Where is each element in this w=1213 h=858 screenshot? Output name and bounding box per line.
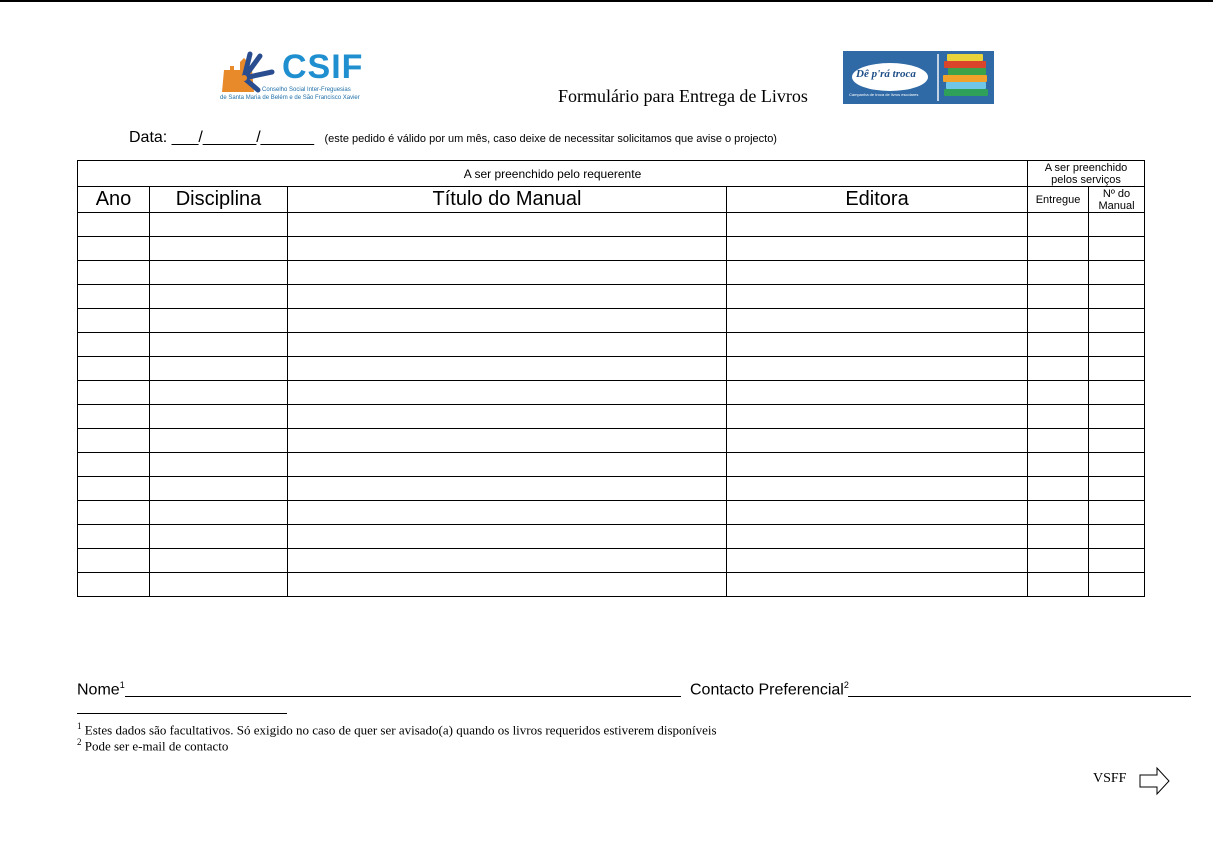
cell-disciplina[interactable] [150,309,288,333]
cell-disciplina[interactable] [150,333,288,357]
date-row [129,129,777,147]
cell-numero[interactable] [1089,501,1145,525]
cell-editora[interactable] [727,261,1028,285]
col-header-editora: Editora [727,187,1028,213]
table-row [78,525,1145,549]
cell-ano[interactable] [78,237,150,261]
cell-entregue[interactable] [1028,501,1089,525]
cell-entregue[interactable] [1028,453,1089,477]
cell-numero[interactable] [1089,573,1145,597]
table-row [78,573,1145,597]
cell-titulo[interactable] [288,285,727,309]
cell-disciplina[interactable] [150,261,288,285]
top-border [0,0,1213,2]
cell-titulo[interactable] [288,405,727,429]
cell-ano[interactable] [78,213,150,237]
footnote-2 [77,737,228,754]
books-table [77,160,1145,597]
cell-numero[interactable] [1089,453,1145,477]
table-row [78,261,1145,285]
arrow-right-icon [1139,766,1171,796]
cell-ano[interactable] [78,573,150,597]
contacto-label: Contacto Preferencial [690,681,844,699]
cell-disciplina[interactable] [150,549,288,573]
footnote-1-mark: 1 [77,721,82,731]
cell-disciplina[interactable] [150,213,288,237]
cell-editora[interactable] [727,549,1028,573]
cell-numero[interactable] [1089,357,1145,381]
nome-input-line[interactable] [125,696,681,697]
troca-logo [843,51,994,104]
cell-ano[interactable] [78,357,150,381]
col-header-titulo: Título do Manual [288,187,727,213]
cell-ano[interactable] [78,261,150,285]
nome-footnote-ref: 1 [119,680,125,690]
cell-editora[interactable] [727,453,1028,477]
cell-ano[interactable] [78,549,150,573]
cell-disciplina[interactable] [150,381,288,405]
cell-editora[interactable] [727,237,1028,261]
cell-titulo[interactable] [288,453,727,477]
cell-entregue[interactable] [1028,261,1089,285]
cell-numero[interactable] [1089,261,1145,285]
cell-entregue[interactable] [1028,285,1089,309]
date-note: (este pedido é válido por um mês, caso deixe de necessitar solicitamos que avise o projecto) [324,133,777,145]
table-row [78,381,1145,405]
cell-disciplina[interactable] [150,429,288,453]
cell-editora[interactable] [727,405,1028,429]
cell-editora[interactable] [727,333,1028,357]
cell-entregue[interactable] [1028,525,1089,549]
cell-numero[interactable] [1089,549,1145,573]
cell-editora[interactable] [727,285,1028,309]
table-row [78,309,1145,333]
table-row [78,429,1145,453]
cell-titulo[interactable] [288,549,727,573]
table-row [78,501,1145,525]
group-services-line2: pelos serviços [1051,173,1121,186]
cell-entregue[interactable] [1028,333,1089,357]
form-title: Formulário para Entrega de Livros [558,86,808,106]
cell-disciplina[interactable] [150,477,288,501]
col-header-numero-line2: Manual [1098,199,1135,212]
cell-editora[interactable] [727,309,1028,333]
group-services-header [1028,161,1145,187]
cell-disciplina[interactable] [150,237,288,261]
cell-numero[interactable] [1089,309,1145,333]
cell-ano[interactable] [78,429,150,453]
cell-ano[interactable] [78,333,150,357]
cell-titulo[interactable] [288,477,727,501]
table-row [78,333,1145,357]
group-requester-header: A ser preenchido pelo requerente [78,161,1028,187]
cell-entregue[interactable] [1028,549,1089,573]
contacto-footnote-ref: 2 [843,680,849,690]
table-row [78,477,1145,501]
cell-titulo[interactable] [288,381,727,405]
cell-titulo[interactable] [288,357,727,381]
troca-divider [937,54,939,101]
col-header-numero [1089,187,1145,213]
cell-numero[interactable] [1089,405,1145,429]
cell-entregue[interactable] [1028,237,1089,261]
cell-disciplina[interactable] [150,573,288,597]
cell-editora[interactable] [727,429,1028,453]
cell-titulo[interactable] [288,237,727,261]
cell-numero[interactable] [1089,525,1145,549]
footnote-2-mark: 2 [77,737,82,747]
table-row [78,357,1145,381]
troca-tagline: Campanha de troca de livros escolares [849,92,919,97]
col-header-numero-line1: Nº do [1102,187,1131,200]
table-row [78,549,1145,573]
nome-label: Nome [77,681,120,699]
footnote-1-text: Estes dados são facultativos. Só exigido no caso de quer ser avisado(a) quando os livros requeridos estiverem disponíveis [84,722,717,738]
table-row [78,237,1145,261]
cell-editora[interactable] [727,573,1028,597]
cell-editora[interactable] [727,357,1028,381]
cell-entregue[interactable] [1028,357,1089,381]
cell-numero[interactable] [1089,237,1145,261]
footnote-1 [77,721,717,738]
cell-editora[interactable] [727,501,1028,525]
cell-numero[interactable] [1089,285,1145,309]
nome-label-wrap [77,680,125,699]
cell-numero[interactable] [1089,429,1145,453]
cell-disciplina[interactable] [150,357,288,381]
cell-numero[interactable] [1089,477,1145,501]
cell-titulo[interactable] [288,309,727,333]
table-row [78,405,1145,429]
table-row [78,453,1145,477]
contacto-label-wrap [690,680,849,699]
cell-entregue[interactable] [1028,309,1089,333]
col-header-entregue: Entregue [1028,187,1089,213]
table-group-header-row [78,161,1145,187]
col-header-disciplina: Disciplina [150,187,288,213]
csif-subtitle-2: de Santa Maria de Belém e de São Francisco Xavier [220,95,360,101]
troca-wordmark: Dê p'rá troca [856,68,916,80]
cell-disciplina[interactable] [150,405,288,429]
cell-titulo[interactable] [288,261,727,285]
cell-entregue[interactable] [1028,573,1089,597]
cell-ano[interactable] [78,525,150,549]
table-column-header-row [78,187,1145,213]
cell-titulo[interactable] [288,501,727,525]
col-header-ano: Ano [78,187,150,213]
cell-entregue[interactable] [1028,477,1089,501]
date-field[interactable]: Data: ___/______/______ [129,129,315,146]
cell-ano[interactable] [78,285,150,309]
csif-wordmark: CSIF [282,48,364,86]
cell-entregue[interactable] [1028,213,1089,237]
csif-subtitle-1: Conselho Social Inter-Freguesias [262,87,351,93]
cell-ano[interactable] [78,453,150,477]
cell-numero[interactable] [1089,333,1145,357]
cell-titulo[interactable] [288,573,727,597]
cell-numero[interactable] [1089,381,1145,405]
cell-editora[interactable] [727,381,1028,405]
cell-entregue[interactable] [1028,381,1089,405]
table-row [78,285,1145,309]
cell-editora[interactable] [727,477,1028,501]
contacto-input-line[interactable] [848,696,1191,697]
cell-titulo[interactable] [288,429,727,453]
cell-ano[interactable] [78,501,150,525]
cell-numero[interactable] [1089,213,1145,237]
table-body [78,213,1145,597]
cell-disciplina[interactable] [150,453,288,477]
cell-ano[interactable] [78,309,150,333]
cell-titulo[interactable] [288,333,727,357]
footnote-2-text: Pode ser e-mail de contacto [84,738,229,754]
group-services-line1: A ser preenchido [1044,161,1128,174]
cell-disciplina[interactable] [150,525,288,549]
cell-titulo[interactable] [288,213,727,237]
csif-logo [220,48,364,106]
cell-titulo[interactable] [288,525,727,549]
cell-editora[interactable] [727,213,1028,237]
turn-page-label: VSFF [1093,771,1127,786]
table-row [78,213,1145,237]
cell-disciplina[interactable] [150,501,288,525]
cell-ano[interactable] [78,381,150,405]
footnote-separator [77,713,287,714]
cell-entregue[interactable] [1028,429,1089,453]
cell-entregue[interactable] [1028,405,1089,429]
cell-editora[interactable] [727,525,1028,549]
cell-disciplina[interactable] [150,285,288,309]
cell-ano[interactable] [78,477,150,501]
cell-ano[interactable] [78,405,150,429]
